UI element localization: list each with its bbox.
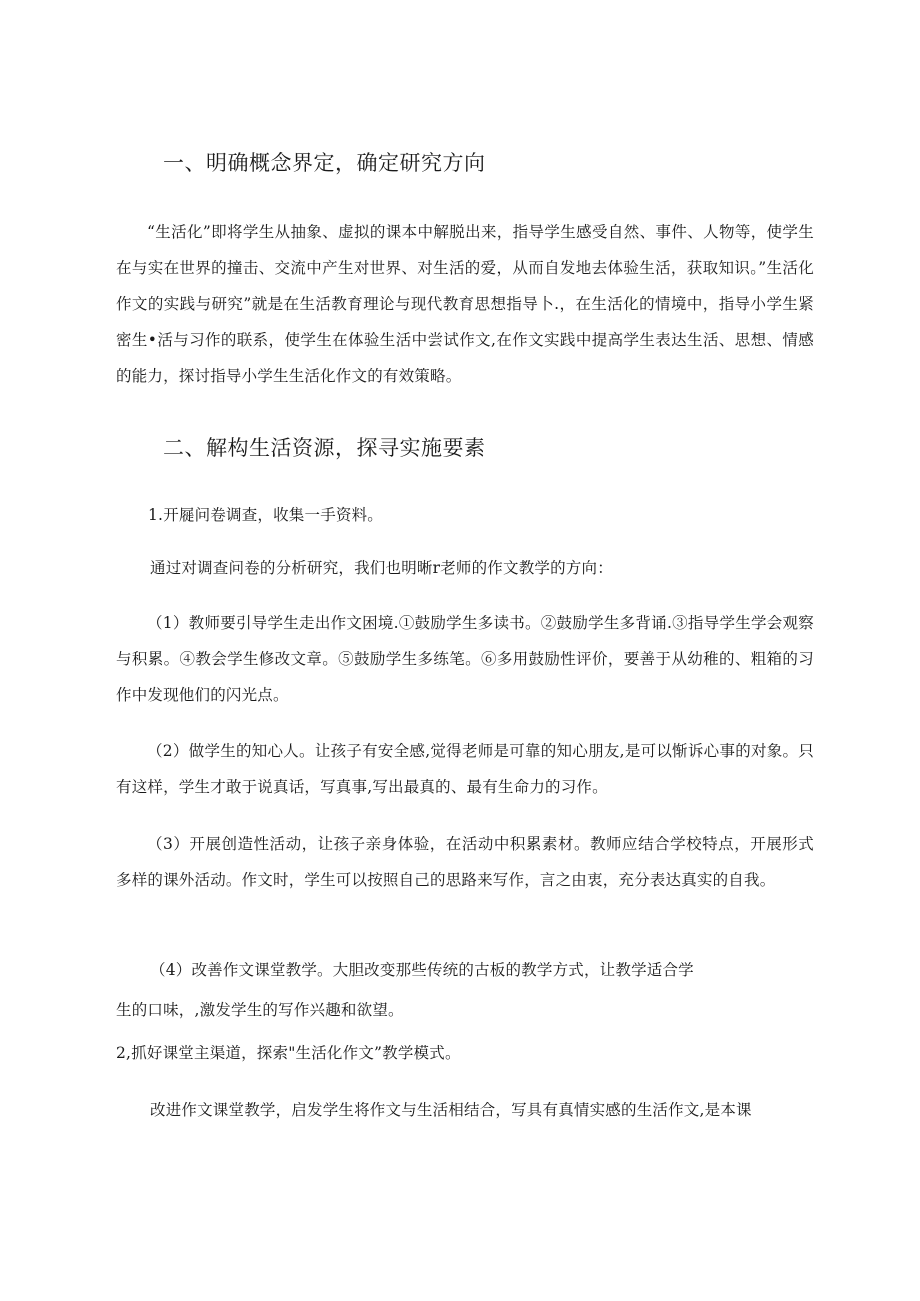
paragraph-improve: 改进作文课堂教学，启发学生将作文与生活相结合，写具有真情实感的生活作文,是本课 bbox=[150, 1101, 752, 1119]
section-heading-1: 一、明确概念界定，确定研究方向 bbox=[163, 151, 486, 175]
paragraph-point-3: （3）开展创造性活动，让孩子亲身体验，在活动中积累素材。教师应结合学校特点，开展形式多样的课外活动。作文时，学生可以按照自己的思路来写作，言之由衷，充分表达真实的自我。 bbox=[116, 835, 814, 889]
paragraph-point-4a: （4）改善作文课堂教学。大胆改变那些传统的古板的教学方式，让教学适合学 bbox=[150, 961, 694, 979]
list-item-2: 2,抓好课堂主渠道，探索"生活化作文”教学模式。 bbox=[116, 1044, 461, 1062]
paragraph-definition: “生活化”即将学生从抽象、虚拟的课本中解脱出来，指导学生感受自然、事件、人物等，使学生在与实在世界的撞击、交流中产生对世界、对生活的爱，从而自发地去体验生活，获取知识。”生活化作文的实践与研究”就是在生活教育理论与现代教育思想指导卜.，在生活化的情境中，指导小学生紧密生•活与习作的联系，使学生在体验生活中尝试作文,在作文实践中提高学生表达生活、思想、情感的能力，探讨指导小学生生活化作文的有效策略。 bbox=[116, 223, 814, 385]
paragraph-point-2: （2）做学生的知心人。让孩子有安全感,觉得老师是可靠的知心朋友,是可以惭诉心事的对象。只有这样，学生才敢于说真话，写真事,写出最真的、最有生命力的习作。 bbox=[116, 742, 814, 796]
list-item-1: 1.开屣问卷调查，收集一手资料。 bbox=[148, 506, 383, 524]
section-heading-2: 二、解构生活资源，探寻实施要素 bbox=[163, 436, 486, 460]
paragraph-point-1: （1）教师要引导学生走出作文困境.①鼓励学生多读书。②鼓励学生多背诵.③指导学生学会观察与积累。④教会学生修改文章。⑤鼓励学生多练笔。⑥多用鼓励性评价，要善于从幼稚的、粗箱的习作中发现他们的闪光点。 bbox=[116, 614, 814, 704]
paragraph-point-4b: 生的口味，,激发学生的写作兴趣和欲望。 bbox=[116, 1001, 404, 1019]
paragraph-survey: 通过对调查问卷的分析研究，我们也明晰r老师的作文教学的方向： bbox=[150, 559, 613, 577]
